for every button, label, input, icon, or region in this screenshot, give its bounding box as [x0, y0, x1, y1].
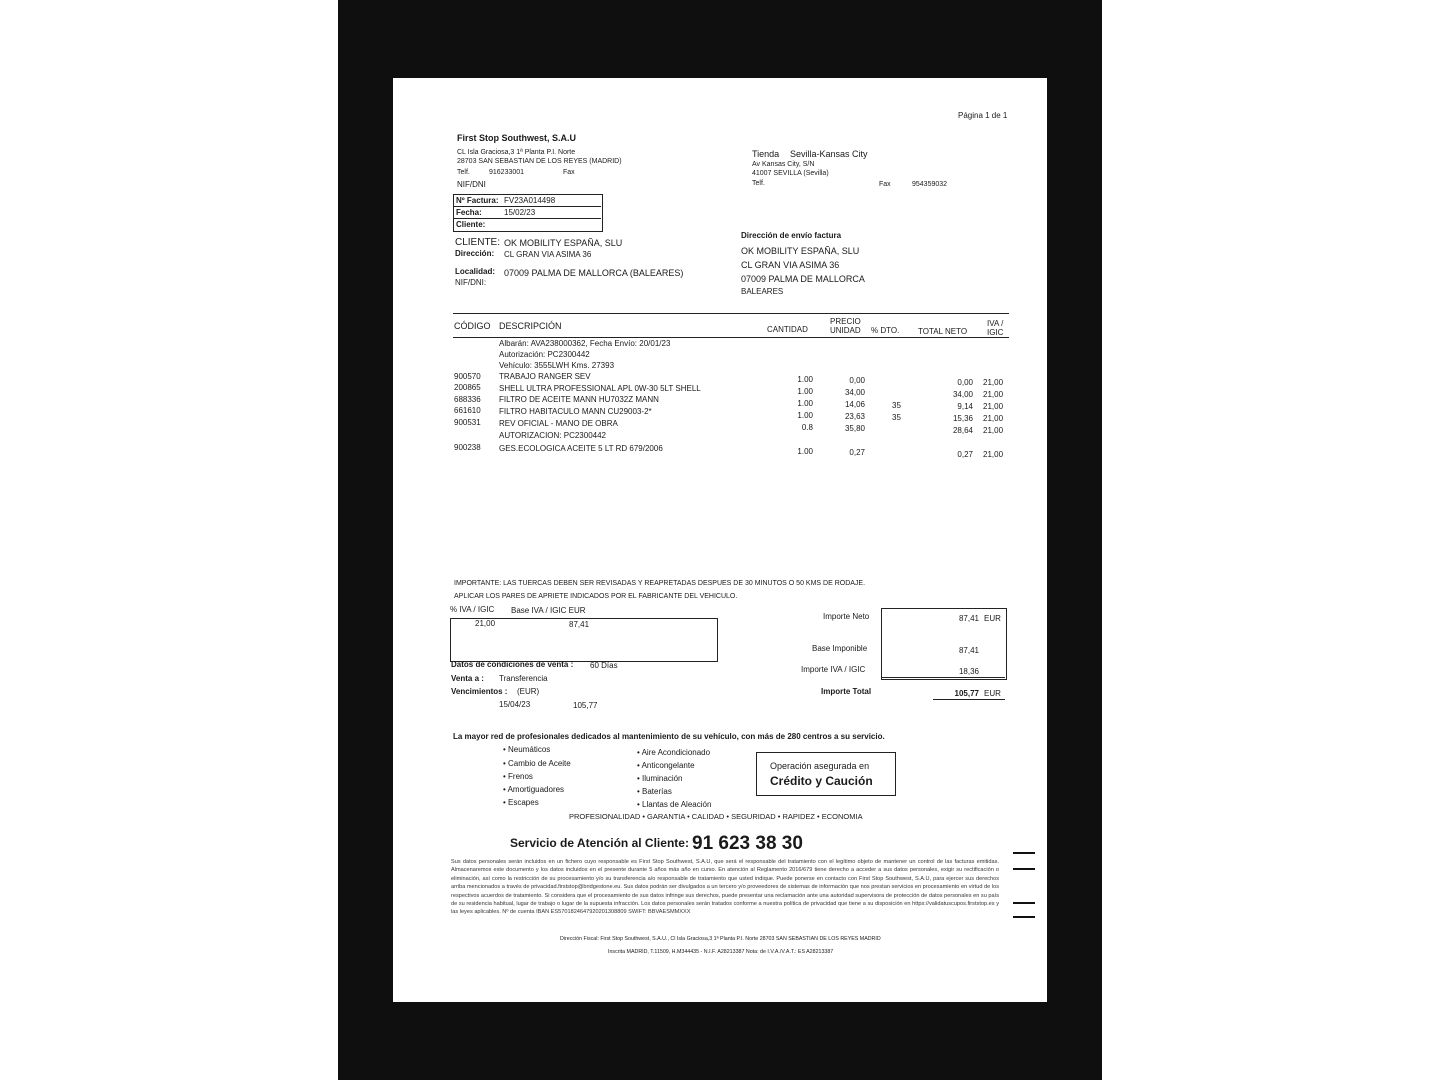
row-code: 900238: [454, 443, 481, 452]
total-label: Importe Total: [821, 687, 872, 696]
row-qty: 1.00: [797, 387, 813, 396]
row-desc: GES.ECOLOGICA ACEITE 5 LT RD 679/2006: [499, 444, 663, 453]
invoice-date-label: Fecha:: [456, 208, 482, 217]
total-base-label: Base Imponible: [812, 644, 868, 653]
row-desc: FILTRO HABITACULO MANN CU29003-2*: [499, 407, 652, 416]
col-iva-2: IGIC: [987, 328, 1004, 337]
total-neto: 87,41: [958, 614, 979, 623]
total-iva-label: Importe IVA / IGIC: [801, 665, 866, 674]
row-qty: 1.00: [797, 375, 813, 384]
shipping-line-2: CL GRAN VIA ASIMA 36: [741, 260, 840, 270]
client-address-label: Dirección:: [455, 249, 495, 258]
store-fax: 954359032: [912, 181, 948, 188]
store-label: Tienda: [752, 149, 780, 159]
scan-border-right: [1047, 0, 1102, 1080]
col-descripcion: DESCRIPCIÓN: [499, 321, 562, 331]
col-codigo: CÓDIGO: [454, 321, 491, 331]
company-address-1: CL Isla Graciosa,3 1ª Planta P.I. Norte: [457, 149, 576, 156]
total-iva: 18,36: [958, 667, 979, 676]
row-iva: 21,00: [983, 378, 1004, 387]
scan-border-top: [338, 0, 1102, 78]
table-header-rule: [453, 337, 1009, 338]
col-precio-2: UNIDAD: [830, 326, 861, 335]
row-desc: SHELL ULTRA PROFESSIONAL APL 0W-30 5LT SHELL: [499, 384, 701, 393]
table-info-line: Vehículo: 3555LWH Kms. 27393: [499, 361, 615, 370]
support-phone: 91 623 38 30: [692, 833, 803, 854]
invoice-page: [393, 78, 1047, 1002]
company-tel-label: Telf.: [457, 169, 470, 176]
row-iva: 21,00: [983, 390, 1004, 399]
row-desc: FILTRO DE ACEITE MANN HU7032Z MANN: [499, 395, 659, 404]
support-label: Servicio de Atención al Cliente:: [510, 836, 689, 850]
row-price: 14,06: [844, 400, 865, 409]
col-precio-1: PRECIO: [830, 317, 861, 326]
client-nif-label: NIF/DNI:: [455, 278, 487, 287]
table-info-line: Autorización: PC2300442: [499, 350, 590, 359]
scan-border-left: [338, 0, 393, 1080]
store-address-1: Av Kansas City, S/N: [752, 161, 815, 168]
invoice-number: FV23A014498: [504, 196, 556, 205]
company-name: First Stop Southwest, S.A.U: [457, 133, 577, 143]
row-price: 35,80: [844, 424, 865, 433]
row-desc: AUTORIZACION: PC2300442: [499, 431, 607, 440]
scan-mark: [1013, 902, 1035, 904]
shipping-line-3: 07009 PALMA DE MALLORCA: [741, 274, 865, 284]
client-address: CL GRAN VIA ASIMA 36: [504, 250, 592, 259]
client-label: CLIENTE:: [455, 237, 501, 248]
vencimientos-currency: (EUR): [517, 687, 540, 696]
client-locality-label: Localidad:: [455, 267, 496, 276]
row-code: 688336: [454, 395, 481, 404]
footer-line-2: Inscrita MADRID, T.11509, H.M344435 - N.I.F. A28213387 Nota: de I.V.A./V.A.T.: ES A28213387: [608, 949, 834, 955]
footer-line-1: Dirección Fiscal: First Stop Southwest, S.A.U., Cl Isla Graciosa,3 1ª Planta P.I. Norte 28703 SAN SEBASTIAN DE LOS REYES MADRID: [560, 936, 881, 942]
notice-line-1: IMPORTANTE: LAS TUERCAS DEBEN SER REVISADAS Y REAPRETADAS DESPUES DE 30 MINUTOS O 50 KMS DE RODAJE.: [454, 580, 866, 587]
services-values: PROFESIONALIDAD • GARANTIA • CALIDAD • SEGURIDAD • RAPIDEZ • ECONOMIA: [569, 812, 863, 821]
row-price: 34,00: [844, 388, 865, 397]
row-code: 200865: [454, 383, 481, 392]
company-tel: 916233001: [489, 169, 525, 176]
notice-line-2: APLICAR LOS PARES DE APRIETE INDICADOS POR EL FABRICANTE DEL VEHICULO.: [454, 593, 738, 600]
service-item: • Baterías: [637, 787, 672, 796]
row-code: 661610: [454, 406, 481, 415]
service-item: • Cambio de Aceite: [503, 759, 571, 768]
page-number: Página 1 de 1: [958, 111, 1008, 120]
invoice-client-label: Cliente:: [456, 220, 486, 229]
invoice-box-divider-1: [453, 206, 601, 207]
row-net: 9,14: [957, 402, 973, 411]
col-iva-1: IVA /: [987, 319, 1004, 328]
store-name: Sevilla-Kansas City: [790, 149, 868, 159]
table-info-line: Albarán: AVA238000362, Fecha Envío: 20/01/23: [499, 339, 671, 348]
row-code: 900570: [454, 372, 481, 381]
service-item: • Aire Acondicionado: [637, 748, 711, 757]
conditions-days: 60 Días: [590, 661, 618, 670]
row-iva: 21,00: [983, 414, 1004, 423]
table-top-rule: [453, 313, 1009, 314]
row-iva: 21,00: [983, 402, 1004, 411]
col-dto: % DTO.: [871, 326, 900, 335]
insurance-line-2: Crédito y Caución: [770, 774, 873, 788]
row-net: 15,36: [952, 414, 973, 423]
row-price: 0,27: [849, 448, 865, 457]
venta-value: Transferencia: [499, 674, 548, 683]
store-fax-label: Fax: [879, 181, 891, 188]
tax-col-base: Base IVA / IGIC EUR: [511, 606, 586, 615]
shipping-title: Dirección de envío factura: [741, 231, 842, 240]
row-net: 28,64: [952, 426, 973, 435]
service-item: • Iluminación: [637, 774, 683, 783]
row-qty: 1.00: [797, 447, 813, 456]
col-neto: TOTAL NETO: [918, 327, 968, 336]
service-item: • Neumáticos: [503, 745, 551, 754]
col-cantidad: CANTIDAD: [767, 325, 808, 334]
client-locality: 07009 PALMA DE MALLORCA (BALEARES): [504, 268, 684, 278]
conditions-label: Datos de condiciones de venta :: [451, 660, 574, 669]
company-fax-label: Fax: [563, 169, 575, 176]
services-headline: La mayor red de profesionales dedicados al mantenimiento de su vehículo, con más de 280 centros a su servicio.: [453, 732, 885, 741]
service-item: • Escapes: [503, 798, 539, 807]
service-item: • Llantas de Aleación: [637, 800, 712, 809]
client-name: OK MOBILITY ESPAÑA, SLU: [504, 238, 623, 248]
tax-col-rate: % IVA / IGIC: [450, 605, 495, 614]
total-underline: [933, 699, 1005, 700]
vencimientos-label: Vencimientos :: [451, 687, 508, 696]
vencimiento-date: 15/04/23: [499, 700, 531, 709]
venta-label: Venta a :: [451, 674, 484, 683]
row-qty: 1.00: [797, 411, 813, 420]
scan-mark: [1013, 852, 1035, 854]
row-dto: 35: [892, 401, 901, 410]
invoice-date: 15/02/23: [504, 208, 536, 217]
row-iva: 21,00: [983, 450, 1004, 459]
invoice-box-divider-2: [453, 218, 601, 219]
shipping-line-1: OK MOBILITY ESPAÑA, SLU: [741, 246, 860, 256]
scan-border-bottom: [338, 1002, 1102, 1080]
scan-mark: [1013, 916, 1035, 918]
total-neto-label: Importe Neto: [823, 612, 870, 621]
row-net: 0,00: [957, 378, 973, 387]
total-neto-currency: EUR: [984, 614, 1001, 623]
total-amount: 105,77: [954, 689, 979, 698]
scan-mark: [1013, 868, 1035, 870]
store-address-2: 41007 SEVILLA (Sevilla): [752, 170, 829, 177]
service-item: • Amortiguadores: [503, 785, 565, 794]
store-tel-label: Telf.: [752, 180, 765, 187]
legal-text: Sus datos personales serán incluidos en un fichero cuyo responsable es First Stop Southwest, S.A.U, que será el responsable del tratamiento con el legítimo objeto de mantener un control de las facturas emitidas. Almacenaremos este documento y los datos incluidos en el presente durante 5 años más año en curso. En atención al Reglamento 2016/679 tiene derecho a acceder a sus datos personales, exigir su rectificación o eliminación, así como la restricción de su procesamiento y/o su transferencia a/o responsable de tratamiento que usted indique. Puede ponerse en contacto con First Stop Southwest, S.A.U, para ejercer sus derechos arriba mencionados a través de privacidad.firststop@bridgestone.eu. Sus datos podrán ser divulgados a un tercero y/o proveedores de sistemas de información que nos prestan servicios en procesamiento en virtud de los respectivos acuerdos de tratamiento. Si considera que el procesamiento de sus datos infringe sus derechos, puede presentar una reclamación ante una autoridad supervisora de protección de datos personales en su país de su residencia habitual, lugar de trabajo o lugar de la supuesta infracción. Los datos personales serán tratados conforme a nuestra política de privacidad que tiene a su disposición en https://validatuscupos.firststop.es y las leyes aplicables. Nº de cuenta IBAN ES5701824647920201308809 SWIFT: BBVAESMMXXX: [451, 859, 999, 916]
invoice-number-label: Nº Factura:: [456, 196, 499, 205]
row-desc: REV OFICIAL - MANO DE OBRA: [499, 419, 618, 428]
row-qty: 0.8: [801, 423, 813, 432]
row-code: 900531: [454, 418, 481, 427]
row-dto: 35: [892, 413, 901, 422]
totals-rule: [881, 677, 1005, 678]
row-net: 0,27: [957, 450, 973, 459]
service-item: • Anticongelante: [637, 761, 695, 770]
row-qty: 1.00: [797, 399, 813, 408]
shipping-line-4: BALEARES: [741, 287, 784, 296]
row-desc: TRABAJO RANGER SEV: [499, 372, 591, 381]
tax-base: 87,41: [569, 620, 590, 629]
row-net: 34,00: [952, 390, 973, 399]
company-nif-label: NIF/DNI: [457, 180, 486, 189]
service-item: • Frenos: [503, 772, 533, 781]
total-currency: EUR: [984, 689, 1001, 698]
tax-rate: 21,00: [475, 619, 496, 628]
insurance-line-1: Operación asegurada en: [770, 761, 870, 771]
row-iva: 21,00: [983, 426, 1004, 435]
row-price: 23,63: [844, 412, 865, 421]
company-address-2: 28703 SAN SEBASTIAN DE LOS REYES (MADRID): [457, 158, 622, 165]
row-price: 0,00: [849, 376, 865, 385]
total-base: 87,41: [958, 646, 979, 655]
vencimiento-amount: 105,77: [573, 701, 598, 710]
